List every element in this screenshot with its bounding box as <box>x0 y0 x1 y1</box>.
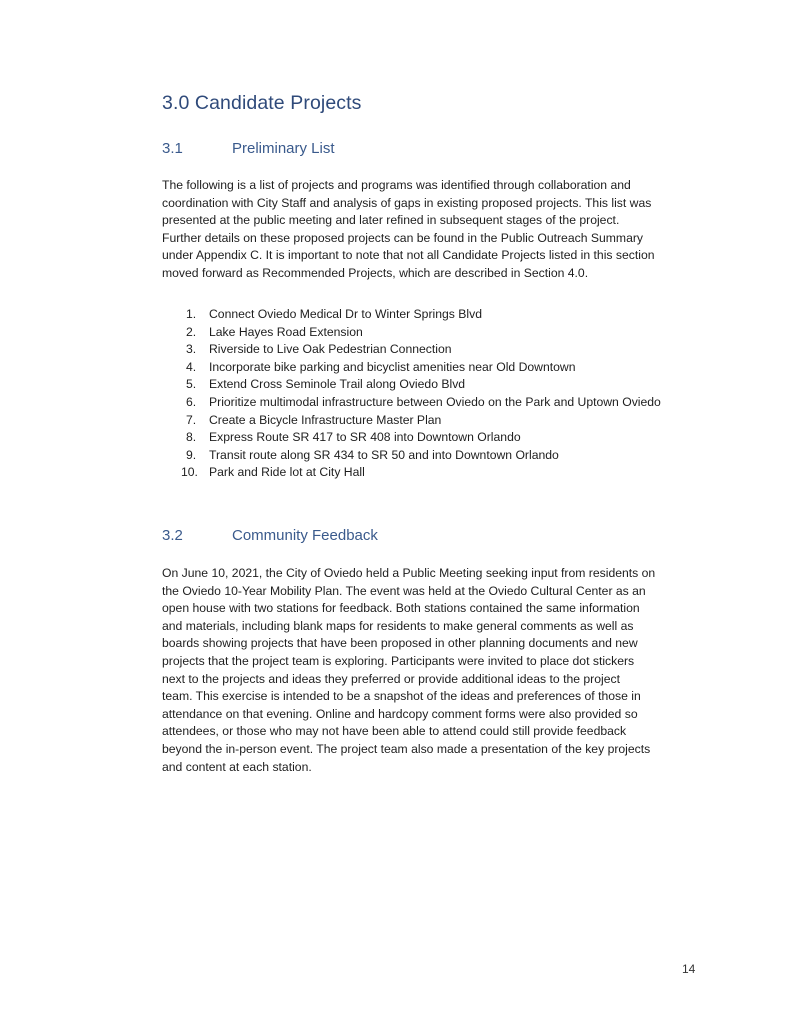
list-text: Park and Ride lot at City Hall <box>209 465 365 480</box>
list-text: Riverside to Live Oak Pedestrian Connection <box>209 342 452 357</box>
list-number: 7. <box>186 412 197 427</box>
paragraph-line: beyond the in-person event. The project team also made a presentation of the key projects <box>162 741 651 756</box>
paragraph-line: under Appendix C. It is important to note that not all Candidate Projects listed in this section <box>162 248 655 263</box>
list-number: 6. <box>186 394 197 409</box>
paragraph-line: moved forward as Recommended Projects, which are described in Section 4.0. <box>162 265 589 280</box>
list-number: 5. <box>186 377 197 392</box>
list-item <box>186 341 706 359</box>
list-text: Transit route along SR 434 to SR 50 and into Downtown Orlando <box>209 447 559 462</box>
list-text: Express Route SR 417 to SR 408 into Downtown Orlando <box>209 430 521 445</box>
paragraph-line: presented at the public meeting and later refined in subsequent stages of the project. <box>162 213 620 228</box>
list-text: Create a Bicycle Infrastructure Master Plan <box>209 412 442 427</box>
list-number: 4. <box>186 359 197 374</box>
paragraph-line: and content at each station. <box>162 759 312 774</box>
paragraph-line: The following is a list of projects and programs was identified through collaboration and <box>162 178 631 192</box>
list-text: Extend Cross Seminole Trail along Oviedo Blvd <box>209 377 466 392</box>
list-text: Connect Oviedo Medical Dr to Winter Springs Blvd <box>209 307 482 321</box>
list-number: 1. <box>186 307 197 321</box>
list-item <box>186 412 706 430</box>
paragraph-line: boards showing projects that have been proposed in other planning documents and new <box>162 636 638 651</box>
section-title: Preliminary List <box>232 140 335 157</box>
list-item <box>186 447 706 465</box>
list-number: 9. <box>186 447 197 462</box>
list-item <box>181 464 706 482</box>
paragraph-line: and materials, including blank maps for residents to make general comments as well as <box>162 618 634 633</box>
paragraph-line: next to the projects and ideas they preferred or provide additional ideas to the project <box>162 671 620 686</box>
section-heading-3-2 <box>162 527 378 544</box>
list-number: 8. <box>186 430 197 445</box>
paragraph-line: Further details on these proposed projects can be found in the Public Outreach Summary <box>162 230 643 245</box>
paragraph-line: the Oviedo 10-Year Mobility Plan. The event was held at the Oviedo Cultural Center as an <box>162 583 646 598</box>
list-number: 3. <box>186 342 197 357</box>
page-title: 3.0 Candidate Projects <box>162 92 362 114</box>
paragraph-line: attendance on that evening. Online and hardcopy comment forms were also provided so <box>162 706 638 721</box>
paragraph-line: team. This exercise is intended to be a snapshot of the ideas and preferences of those in <box>162 689 641 704</box>
preliminary-list-paragraph <box>162 177 707 283</box>
community-feedback-paragraph <box>162 565 707 776</box>
section-title: Community Feedback <box>232 527 378 544</box>
list-text: Lake Hayes Road Extension <box>209 324 363 339</box>
paragraph-line: projects that the project team is exploring. Participants were invited to place dot stickers <box>162 653 635 668</box>
paragraph-line: attendees, or those who may not have been able to attend could still provide feedback <box>162 724 627 739</box>
list-item <box>186 324 706 342</box>
section-heading-3-1 <box>162 140 335 157</box>
list-text: Incorporate bike parking and bicyclist amenities near Old Downtown <box>209 359 576 374</box>
list-number: 2. <box>186 324 197 339</box>
paragraph-line: On June 10, 2021, the City of Oviedo held a Public Meeting seeking input from residents on <box>162 566 656 580</box>
list-item <box>186 376 706 394</box>
list-number: 10. <box>181 465 198 480</box>
section-number: 3.2 <box>162 527 183 544</box>
list-text: Prioritize multimodal infrastructure between Oviedo on the Park and Uptown Oviedo <box>209 394 661 409</box>
list-item <box>186 306 706 324</box>
paragraph-line: coordination with City Staff and analysis of gaps in existing proposed projects. This list was <box>162 195 652 210</box>
list-item <box>186 394 706 412</box>
section-number: 3.1 <box>162 140 183 157</box>
list-item <box>186 359 706 377</box>
candidate-projects-list <box>181 306 706 482</box>
page-number: 14 <box>682 962 696 976</box>
list-item <box>186 429 706 447</box>
paragraph-line: open house with two stations for feedback. Both stations contained the same information <box>162 601 640 616</box>
